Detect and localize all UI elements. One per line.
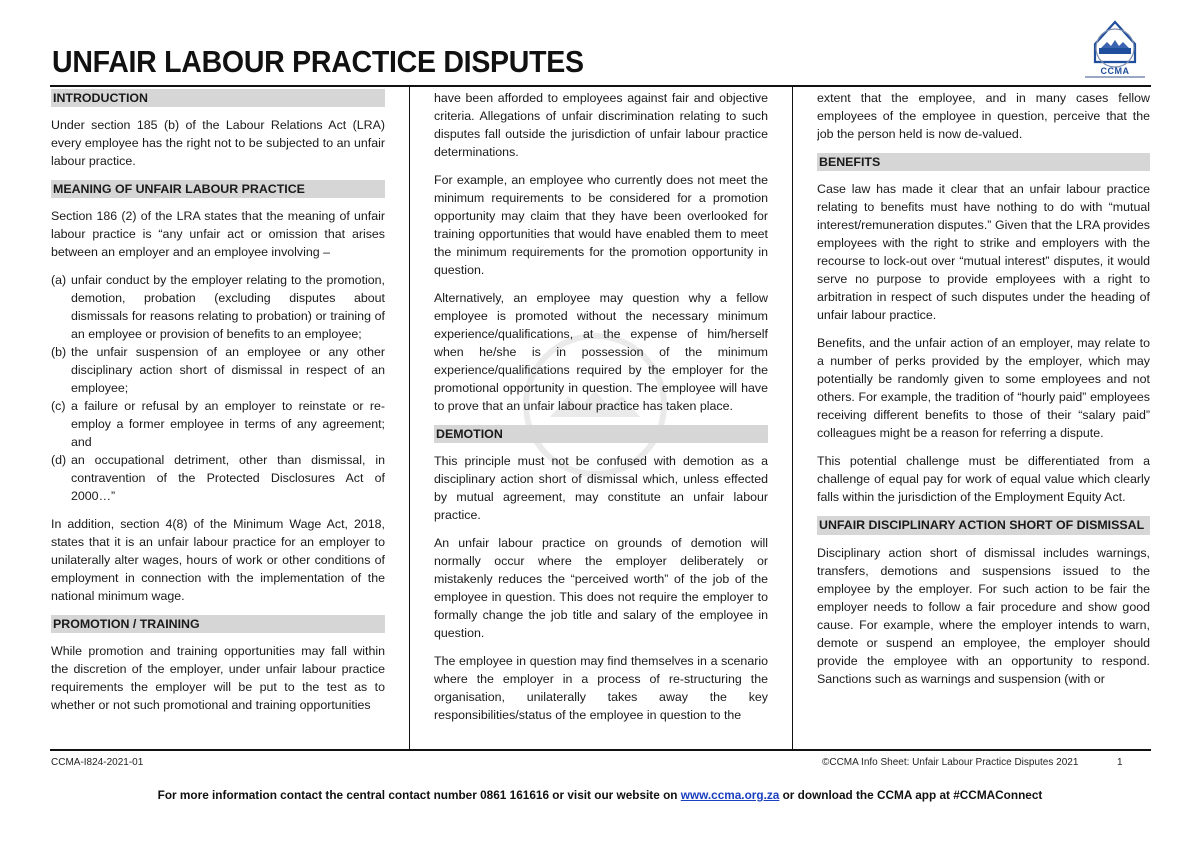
section-heading-promotion: PROMOTION / TRAINING	[51, 615, 385, 633]
column-divider	[409, 87, 410, 749]
list-item-label: (d)	[51, 453, 67, 467]
column-right	[817, 89, 1150, 747]
promotion-paragraph: While promotion and training opportunities may fall within the discretion of the employer, under unfair labour practice requirements the employer will be put to the test as to whether or not such promotional and training opportunities	[51, 644, 385, 712]
logo-underline	[1085, 76, 1145, 78]
promotion-alternative-paragraph: Alternatively, an employee may question why a fellow employee is promoted without the necessary minimum experience/qualifications, at the expense of him/herself when he/she is in possession of the minimum experience/qualifications required by the employer for the promotional opportunity in question. The employee will have to prove that an unfair labour practice has taken place.	[434, 291, 768, 413]
benefits-paragraph: This potential challenge must be differentiated from a challenge of equal pay for work of equal value which clearly falls within the jurisdiction of the Employment Equity Act.	[817, 454, 1150, 504]
promotion-continued-paragraph: have been afforded to employees against fair and objective criteria. Allegations of unfair discrimination relating to such disputes fall outside the jurisdiction of unfair labour practice determinations.	[434, 91, 768, 159]
section-heading-meaning: MEANING OF UNFAIR LABOUR PRACTICE	[51, 180, 385, 198]
info-sheet-label: ©CCMA Info Sheet: Unfair Labour Practice Disputes 2021	[822, 757, 1079, 768]
demotion-paragraph: This principle must not be confused with demotion as a disciplinary action short of dismissal which, unless effected by mutual agreement, may constitute an unfair labour practice.	[434, 454, 768, 522]
demotion-paragraph: The employee in question may find themselves in a scenario where the employer in a process of re-structuring the organisation, unilaterally takes away the key responsibilities/status of the employee in question to the	[434, 654, 768, 722]
top-rule	[50, 85, 1151, 87]
definition-list	[51, 271, 385, 505]
list-item	[51, 397, 385, 451]
list-item	[51, 343, 385, 397]
column-left	[51, 89, 385, 747]
page-title: UNFAIR LABOUR PRACTICE DISPUTES	[52, 44, 584, 79]
list-item	[51, 451, 385, 505]
list-item-label: (a)	[51, 273, 67, 287]
section-heading-demotion: DEMOTION	[434, 425, 768, 443]
document-code: CCMA-I824-2021-01	[51, 757, 144, 768]
contact-line	[0, 788, 1200, 802]
intro-paragraph: Under section 185 (b) of the Labour Relations Act (LRA) every employee has the right not to be subjected to an unfair labour practice.	[51, 118, 385, 168]
benefits-paragraph: Benefits, and the unfair action of an employer, may relate to a number of perks provided by the employer, which may potentially be randomly given to some employees and not others. For example, the tradition of “hourly paid” employees receiving different benefits to those of their “salary paid” colleagues might be a reason for referring a dispute.	[817, 336, 1150, 440]
disciplinary-paragraph: Disciplinary action short of dismissal includes warnings, transfers, demotions and suspensions issued to the employee by the employer. For such action to be fair the employer needs to follow a fair procedure and show good cause. For example, where the employer intends to warn, demote or suspend an employee, the employer should provide the employee with an opportunity to respond. Sanctions such as warnings and suspension (with or	[817, 546, 1150, 686]
list-item-text: the unfair suspension of an employee or any other disciplinary action short of dismissal in respect of an employee;	[71, 345, 385, 395]
bottom-rule	[50, 749, 1151, 751]
benefits-paragraph: Case law has made it clear that an unfair labour practice relating to benefits must have nothing to do with “mutual interest/remuneration disputes.” Given that the LRA provides employees with the right to strike and employers with the recourse to lock-out over “mutual interest” disputes, it would serve no purpose to provide employees with a right to arbitration in respect of such disputes under the heading of unfair labour practice.	[817, 182, 1150, 322]
demotion-continued-paragraph: extent that the employee, and in many cases fellow employees of the employee in question, perceive that the job the person held is now de-valued.	[817, 91, 1150, 141]
list-item-label: (c)	[51, 399, 66, 413]
meaning-paragraph: Section 186 (2) of the LRA states that the meaning of unfair labour practice is “any unfair act or omission that arises between an employer and an employee involving –	[51, 209, 385, 259]
list-item-text: a failure or refusal by an employer to reinstate or re-employ a former employee in terms of any agreement; and	[71, 399, 385, 449]
column-divider	[792, 87, 793, 749]
list-item-text: an occupational detriment, other than dismissal, in contravention of the Protected Disclosures Act of 2000…”	[71, 453, 385, 503]
list-item	[51, 271, 385, 343]
section-heading-disciplinary: UNFAIR DISCIPLINARY ACTION SHORT OF DISMISSAL	[817, 516, 1150, 535]
section-heading-introduction: INTRODUCTION	[51, 89, 385, 107]
promotion-example-paragraph: For example, an employee who currently does not meet the minimum requirements to be considered for a promotion opportunity may claim that they have been overlooked for training opportunities that would have enabled them to meet the minimum requirements for the promotion opportunity in question.	[434, 173, 768, 277]
list-item-label: (b)	[51, 345, 67, 359]
column-middle	[434, 89, 768, 747]
list-item-text: unfair conduct by the employer relating to the promotion, demotion, probation (excluding disputes about dismissals for reasons relating to probation) or training of an employee or provision of benefits to an employee;	[71, 273, 385, 341]
demotion-paragraph: An unfair labour practice on grounds of demotion will normally occur where the employer deliberately or mistakenly reduces the “perceived worth” of the job of the employee in question. This does not require the employer to formally change the job title and salary of the employee in question.	[434, 536, 768, 640]
contact-text: or download the CCMA app at #CCMAConnect	[779, 788, 1043, 802]
contact-text: For more information contact the central contact number 0861 161616 or visit our website on	[157, 788, 681, 802]
section-heading-benefits: BENEFITS	[817, 153, 1150, 171]
minimum-wage-paragraph: In addition, section 4(8) of the Minimum Wage Act, 2018, states that it is an unfair labour practice for an employer to unilaterally alter wages, hours of work or other conditions of employment in connection with the implementation of the national minimum wage.	[51, 517, 385, 603]
website-link[interactable]: www.ccma.org.za	[680, 788, 780, 802]
page-number: 1	[1117, 757, 1123, 768]
logo-text: CCMA	[1100, 66, 1130, 76]
